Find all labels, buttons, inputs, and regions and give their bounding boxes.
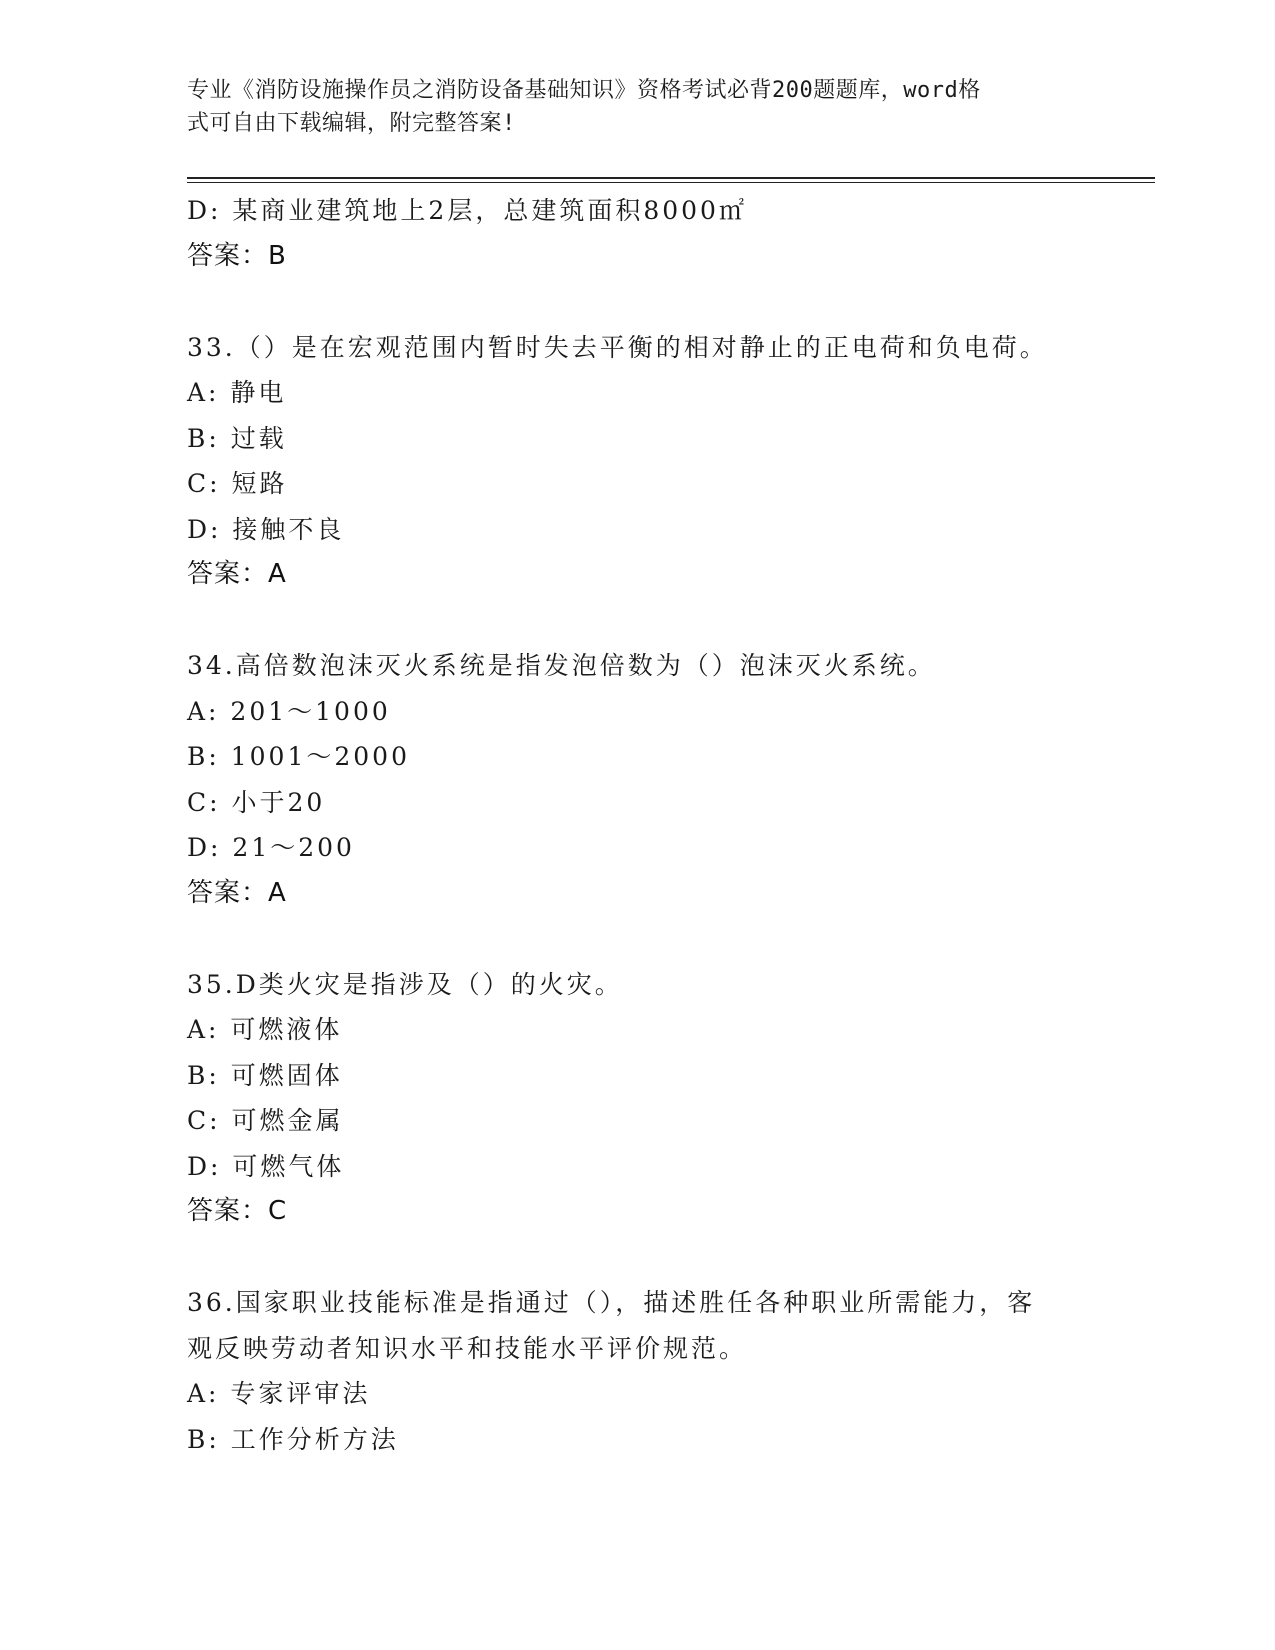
- question-35: [187, 962, 1087, 1235]
- option-d: D: 可燃气体: [187, 1151, 345, 1181]
- question-stem: 34.高倍数泡沫灭火系统是指发泡倍数为（）泡沫灭火系统。: [187, 651, 936, 680]
- option-a: A: 201～1000: [187, 696, 391, 726]
- question-stem-line-1: 36.国家职业技能标准是指通过（），描述胜任各种职业所需能力，客: [187, 1288, 1036, 1317]
- spacer: [187, 279, 1087, 325]
- answer: 答案：A: [187, 877, 287, 908]
- answer: 答案：A: [187, 559, 287, 589]
- spacer: [187, 1235, 1087, 1281]
- answer: 答案：C: [187, 1196, 288, 1226]
- spacer: [187, 598, 1087, 644]
- question-34: [187, 643, 1087, 916]
- header-title-line-1: 专业《消防设施操作员之消防设备基础知识》资格考试必背200题题库，word格: [187, 78, 981, 103]
- question-36: [187, 1280, 1087, 1462]
- question-stem-line-2: 观反映劳动者知识水平和技能水平评价规范。: [187, 1333, 748, 1363]
- question-33: [187, 325, 1087, 598]
- option-d: D: 21～200: [187, 833, 355, 862]
- header-divider-thin: [187, 182, 1155, 183]
- option-b: B: 可燃固体: [187, 1060, 343, 1090]
- option-d: D: 接触不良: [187, 514, 345, 544]
- option-b: B: 1001～2000: [187, 742, 410, 771]
- header-title-line-2: 式可自由下载编辑，附完整答案!: [187, 111, 516, 136]
- question-32-answer: 答案：B: [187, 240, 287, 271]
- option-b: B: 工作分析方法: [187, 1424, 399, 1454]
- option-c: C: 小于20: [187, 787, 326, 817]
- question-stem: 33.（）是在宏观范围内暂时失去平衡的相对静止的正电荷和负电荷。: [187, 332, 1048, 362]
- question-stem: 35.D类火灾是指涉及（）的火灾。: [187, 969, 623, 999]
- question-32-option-d: D: 某商业建筑地上2层，总建筑面积8000㎡: [187, 196, 747, 225]
- header-divider-thick: [187, 177, 1155, 179]
- spacer: [187, 916, 1087, 962]
- option-a: A: 专家评审法: [187, 1379, 371, 1408]
- option-a: A: 静电: [187, 378, 287, 407]
- option-a: A: 可燃液体: [187, 1015, 343, 1044]
- document-header: [187, 74, 1067, 140]
- question-list: [187, 188, 1087, 1462]
- option-c: C: 短路: [187, 469, 288, 498]
- option-c: C: 可燃金属: [187, 1106, 344, 1135]
- option-b: B: 过载: [187, 423, 287, 453]
